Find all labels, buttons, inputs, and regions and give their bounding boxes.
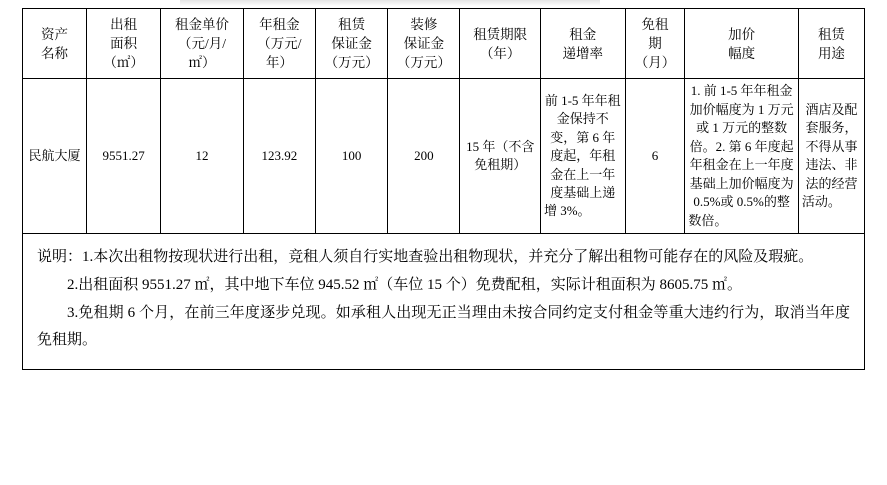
header-lease-term: 租赁期限 （年） bbox=[460, 9, 540, 79]
header-bid-increment: 加价 幅度 bbox=[685, 9, 799, 79]
cell-decoration-deposit: 200 bbox=[388, 79, 460, 234]
note-item-2: 2.出租面积 9551.27 ㎡，其中地下车位 945.52 ㎡（车位 15 个）免费配租，实际计租面积为 8605.75 ㎡。 bbox=[67, 276, 743, 293]
cell-rent-free-period: 6 bbox=[625, 79, 685, 234]
header-rent-increase-rate: 租金 递增率 bbox=[540, 9, 625, 79]
header-rent-free-period: 免租 期 （月） bbox=[625, 9, 685, 79]
note-item-3: 3.免租期 6 个月，在前三年度逐步兑现。如承租人出现无正当理由未按合同约定支付租金等重大违约行为，取消当年度免租期。 bbox=[37, 304, 850, 349]
lease-info-table bbox=[22, 8, 865, 234]
table-row bbox=[23, 79, 865, 234]
header-lease-area: 出租 面积 （㎡） bbox=[86, 9, 160, 79]
cell-bid-increment: 1. 前 1-5 年年租金加价幅度为 1 万元或 1 万元的整数倍。2. 第 6 年度起年租金在上一年度基础上加价幅度为 0.5%或 0.5%的整数倍。 bbox=[685, 79, 799, 234]
table-header-row bbox=[23, 9, 865, 79]
note-item-1: 说明：1.本次出租物按现状进行出租，竞租人须自行实地查验出租物现状，并充分了解出租物可能存在的风险及瑕疵。 bbox=[37, 249, 814, 266]
header-lease-purpose: 租赁 用途 bbox=[798, 9, 864, 79]
header-unit-price: 租金单价 （元/月/ ㎡） bbox=[161, 9, 244, 79]
notes-block bbox=[22, 234, 865, 370]
cell-lease-term: 15 年（不含免租期） bbox=[460, 79, 540, 234]
header-annual-rent: 年租金 （万元/ 年） bbox=[243, 9, 315, 79]
page-top-shadow bbox=[180, 0, 600, 6]
header-decoration-deposit: 装修 保证金 （万元） bbox=[388, 9, 460, 79]
cell-lease-deposit: 100 bbox=[316, 79, 388, 234]
cell-rent-increase-rate: 前 1-5 年年租金保持不变，第 6 年度起，年租金在上一年度基础上递增 3%。 bbox=[540, 79, 625, 234]
cell-unit-price: 12 bbox=[161, 79, 244, 234]
cell-lease-purpose: 酒店及配套服务，不得从事违法、非法的经营活动。 bbox=[798, 79, 864, 234]
header-asset-name: 资产 名称 bbox=[23, 9, 87, 79]
cell-asset-name: 民航大厦 bbox=[23, 79, 87, 234]
cell-annual-rent: 123.92 bbox=[243, 79, 315, 234]
header-lease-deposit: 租赁 保证金 （万元） bbox=[316, 9, 388, 79]
cell-lease-area: 9551.27 bbox=[86, 79, 160, 234]
